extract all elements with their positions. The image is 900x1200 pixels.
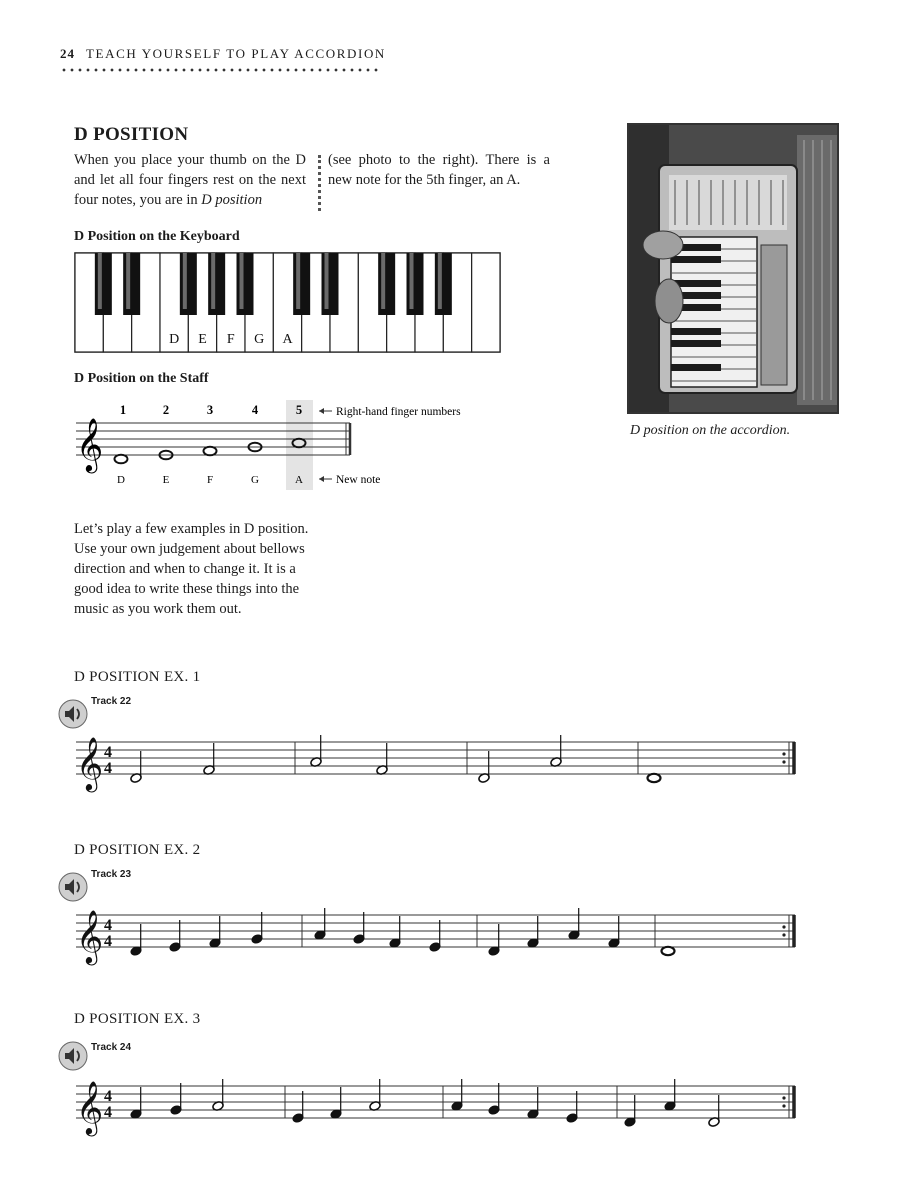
note-name: G: [251, 474, 259, 486]
track-24-label: Track 24: [91, 1042, 132, 1053]
repeat-dot: [782, 760, 785, 763]
treble-clef-icon: 𝄞: [76, 1082, 104, 1133]
running-header-title: TEACH YOURSELF TO PLAY ACCORDION: [86, 46, 386, 61]
quarter-note: [209, 916, 221, 948]
key-label: E: [198, 332, 207, 347]
whole-note: [204, 447, 217, 456]
finger-number: 2: [162, 403, 170, 417]
half-note: [130, 751, 142, 783]
black-key-shine: [183, 253, 187, 309]
black-key: [123, 253, 140, 315]
black-key: [237, 253, 254, 315]
note-name-labels: [117, 474, 303, 486]
track-22-label: Track 22: [91, 696, 132, 707]
note-name: A: [295, 474, 303, 486]
intro-paragraph-col2: (see photo to the right). There is a new note for the 5th finger, an A.: [328, 152, 550, 188]
black-key-shine: [410, 253, 414, 309]
whole-note: [115, 455, 128, 464]
whole-note: [662, 947, 675, 955]
treble-clef-icon: 𝄞: [76, 911, 104, 962]
black-key-shine: [438, 253, 442, 309]
speaker-icon[interactable]: [58, 872, 88, 902]
half-note: [212, 1079, 224, 1111]
finger-annotation-text: Right-hand finger numbers: [336, 406, 461, 418]
black-key: [95, 253, 112, 315]
finger-number: 4: [251, 403, 259, 417]
speaker-icon[interactable]: [58, 1041, 88, 1071]
quarter-note: [664, 1079, 676, 1111]
example-2-title: D POSITION EX. 2: [74, 842, 201, 858]
quarter-note: [389, 916, 401, 948]
black-key-shine: [381, 253, 385, 309]
time-signature-bottom: 4: [104, 760, 112, 777]
example-1-staff: [70, 730, 810, 800]
time-signature-bottom: 4: [104, 1104, 112, 1121]
key-label: G: [254, 332, 265, 347]
black-key: [407, 253, 424, 315]
section-title: D POSITION: [74, 124, 189, 145]
black-key-shine: [98, 253, 102, 309]
intro-paragraph-col1: [74, 150, 306, 210]
finger-number: 1: [119, 403, 127, 417]
repeat-dot: [782, 933, 785, 936]
finger-annotation: [319, 406, 461, 418]
arrow-left-icon: [319, 408, 324, 414]
treble-clef-icon: 𝄞: [76, 738, 104, 789]
example-1-title: D POSITION EX. 1: [74, 669, 201, 685]
finger-number: 3: [206, 403, 214, 417]
quarter-note: [130, 924, 142, 956]
half-note: [203, 743, 215, 775]
quarter-note: [330, 1087, 342, 1119]
speaker-icon[interactable]: [58, 699, 88, 729]
track-23-label: Track 23: [91, 869, 132, 880]
black-key-shine: [296, 253, 300, 309]
header-dotted-rule: [60, 68, 380, 72]
note-name: E: [162, 474, 170, 486]
accordion-illustration: [629, 125, 837, 412]
quarter-note: [251, 912, 263, 944]
time-signature-top: 4: [104, 1088, 112, 1105]
half-note: [550, 735, 562, 767]
black-key-shine: [240, 253, 244, 309]
quarter-note: [608, 916, 620, 948]
keyboard-diagram: [74, 252, 504, 355]
black-key: [208, 253, 225, 315]
black-key: [378, 253, 395, 315]
intro-col1-italic: D position: [201, 192, 263, 208]
quarter-note: [488, 924, 500, 956]
quarter-note: [314, 908, 326, 940]
time-signature-top: 4: [104, 744, 112, 761]
note-name: F: [206, 474, 214, 486]
quarter-note: [169, 920, 181, 952]
white-key: [472, 253, 500, 352]
intro-col1-text: When you place your thumb on the D and let all four fingers rest on the next four notes, you are in: [74, 152, 306, 208]
photo-caption: D position on the accordion.: [630, 423, 791, 438]
accordion-photo: [627, 123, 839, 414]
quarter-note: [451, 1079, 463, 1111]
treble-clef-icon: 𝄞: [76, 419, 104, 470]
quarter-note: [429, 920, 441, 952]
time-signature-top: 4: [104, 917, 112, 934]
quarter-note: [624, 1095, 636, 1127]
column-divider: [318, 155, 321, 211]
quarter-note: [170, 1083, 182, 1115]
repeat-dot: [782, 1104, 785, 1107]
staff-diagram: [70, 398, 510, 496]
black-key-shine: [211, 253, 215, 309]
whole-note: [648, 774, 661, 782]
quarter-note: [488, 1083, 500, 1115]
repeat-dot: [782, 1096, 785, 1099]
example-3-title: D POSITION EX. 3: [74, 1011, 201, 1027]
key-label: A: [282, 332, 293, 347]
quarter-note: [353, 912, 365, 944]
note-name: D: [117, 474, 125, 486]
quarter-note: [527, 916, 539, 948]
finger-number: 5: [295, 403, 303, 417]
quarter-note: [566, 1091, 578, 1123]
half-note: [478, 751, 490, 783]
quarter-note: [292, 1091, 304, 1123]
page-number: 24: [60, 46, 75, 61]
arrow-left-icon: [319, 476, 324, 482]
half-note: [376, 743, 388, 775]
repeat-dot: [782, 925, 785, 928]
example-3-staff: [70, 1074, 810, 1144]
quarter-note: [130, 1087, 142, 1119]
black-key: [293, 253, 310, 315]
example-2-staff: [70, 903, 810, 973]
new-note-annotation: [319, 474, 380, 486]
half-note: [369, 1079, 381, 1111]
half-note: [708, 1095, 720, 1127]
black-key: [180, 253, 197, 315]
key-label: F: [226, 332, 235, 347]
black-key-shine: [325, 253, 329, 309]
black-key: [322, 253, 339, 315]
key-label: D: [169, 332, 180, 347]
body-paragraph: Let’s play a few examples in D position. Use your own judgement about bellows direction and when to change it. It is a good idea to write these things into the music as you work them out.: [74, 521, 309, 617]
quarter-note: [527, 1087, 539, 1119]
time-signature-bottom: 4: [104, 933, 112, 950]
half-note: [310, 735, 322, 767]
black-key: [435, 253, 452, 315]
finger-number-labels: [120, 403, 302, 417]
black-key-shine: [126, 253, 130, 309]
quarter-note: [568, 908, 580, 940]
repeat-dot: [782, 752, 785, 755]
new-note-annotation-text: New note: [336, 474, 381, 486]
staff-notes: [115, 439, 306, 464]
keyboard-heading: D Position on the Keyboard: [74, 229, 240, 244]
staff-heading: D Position on the Staff: [74, 371, 209, 386]
